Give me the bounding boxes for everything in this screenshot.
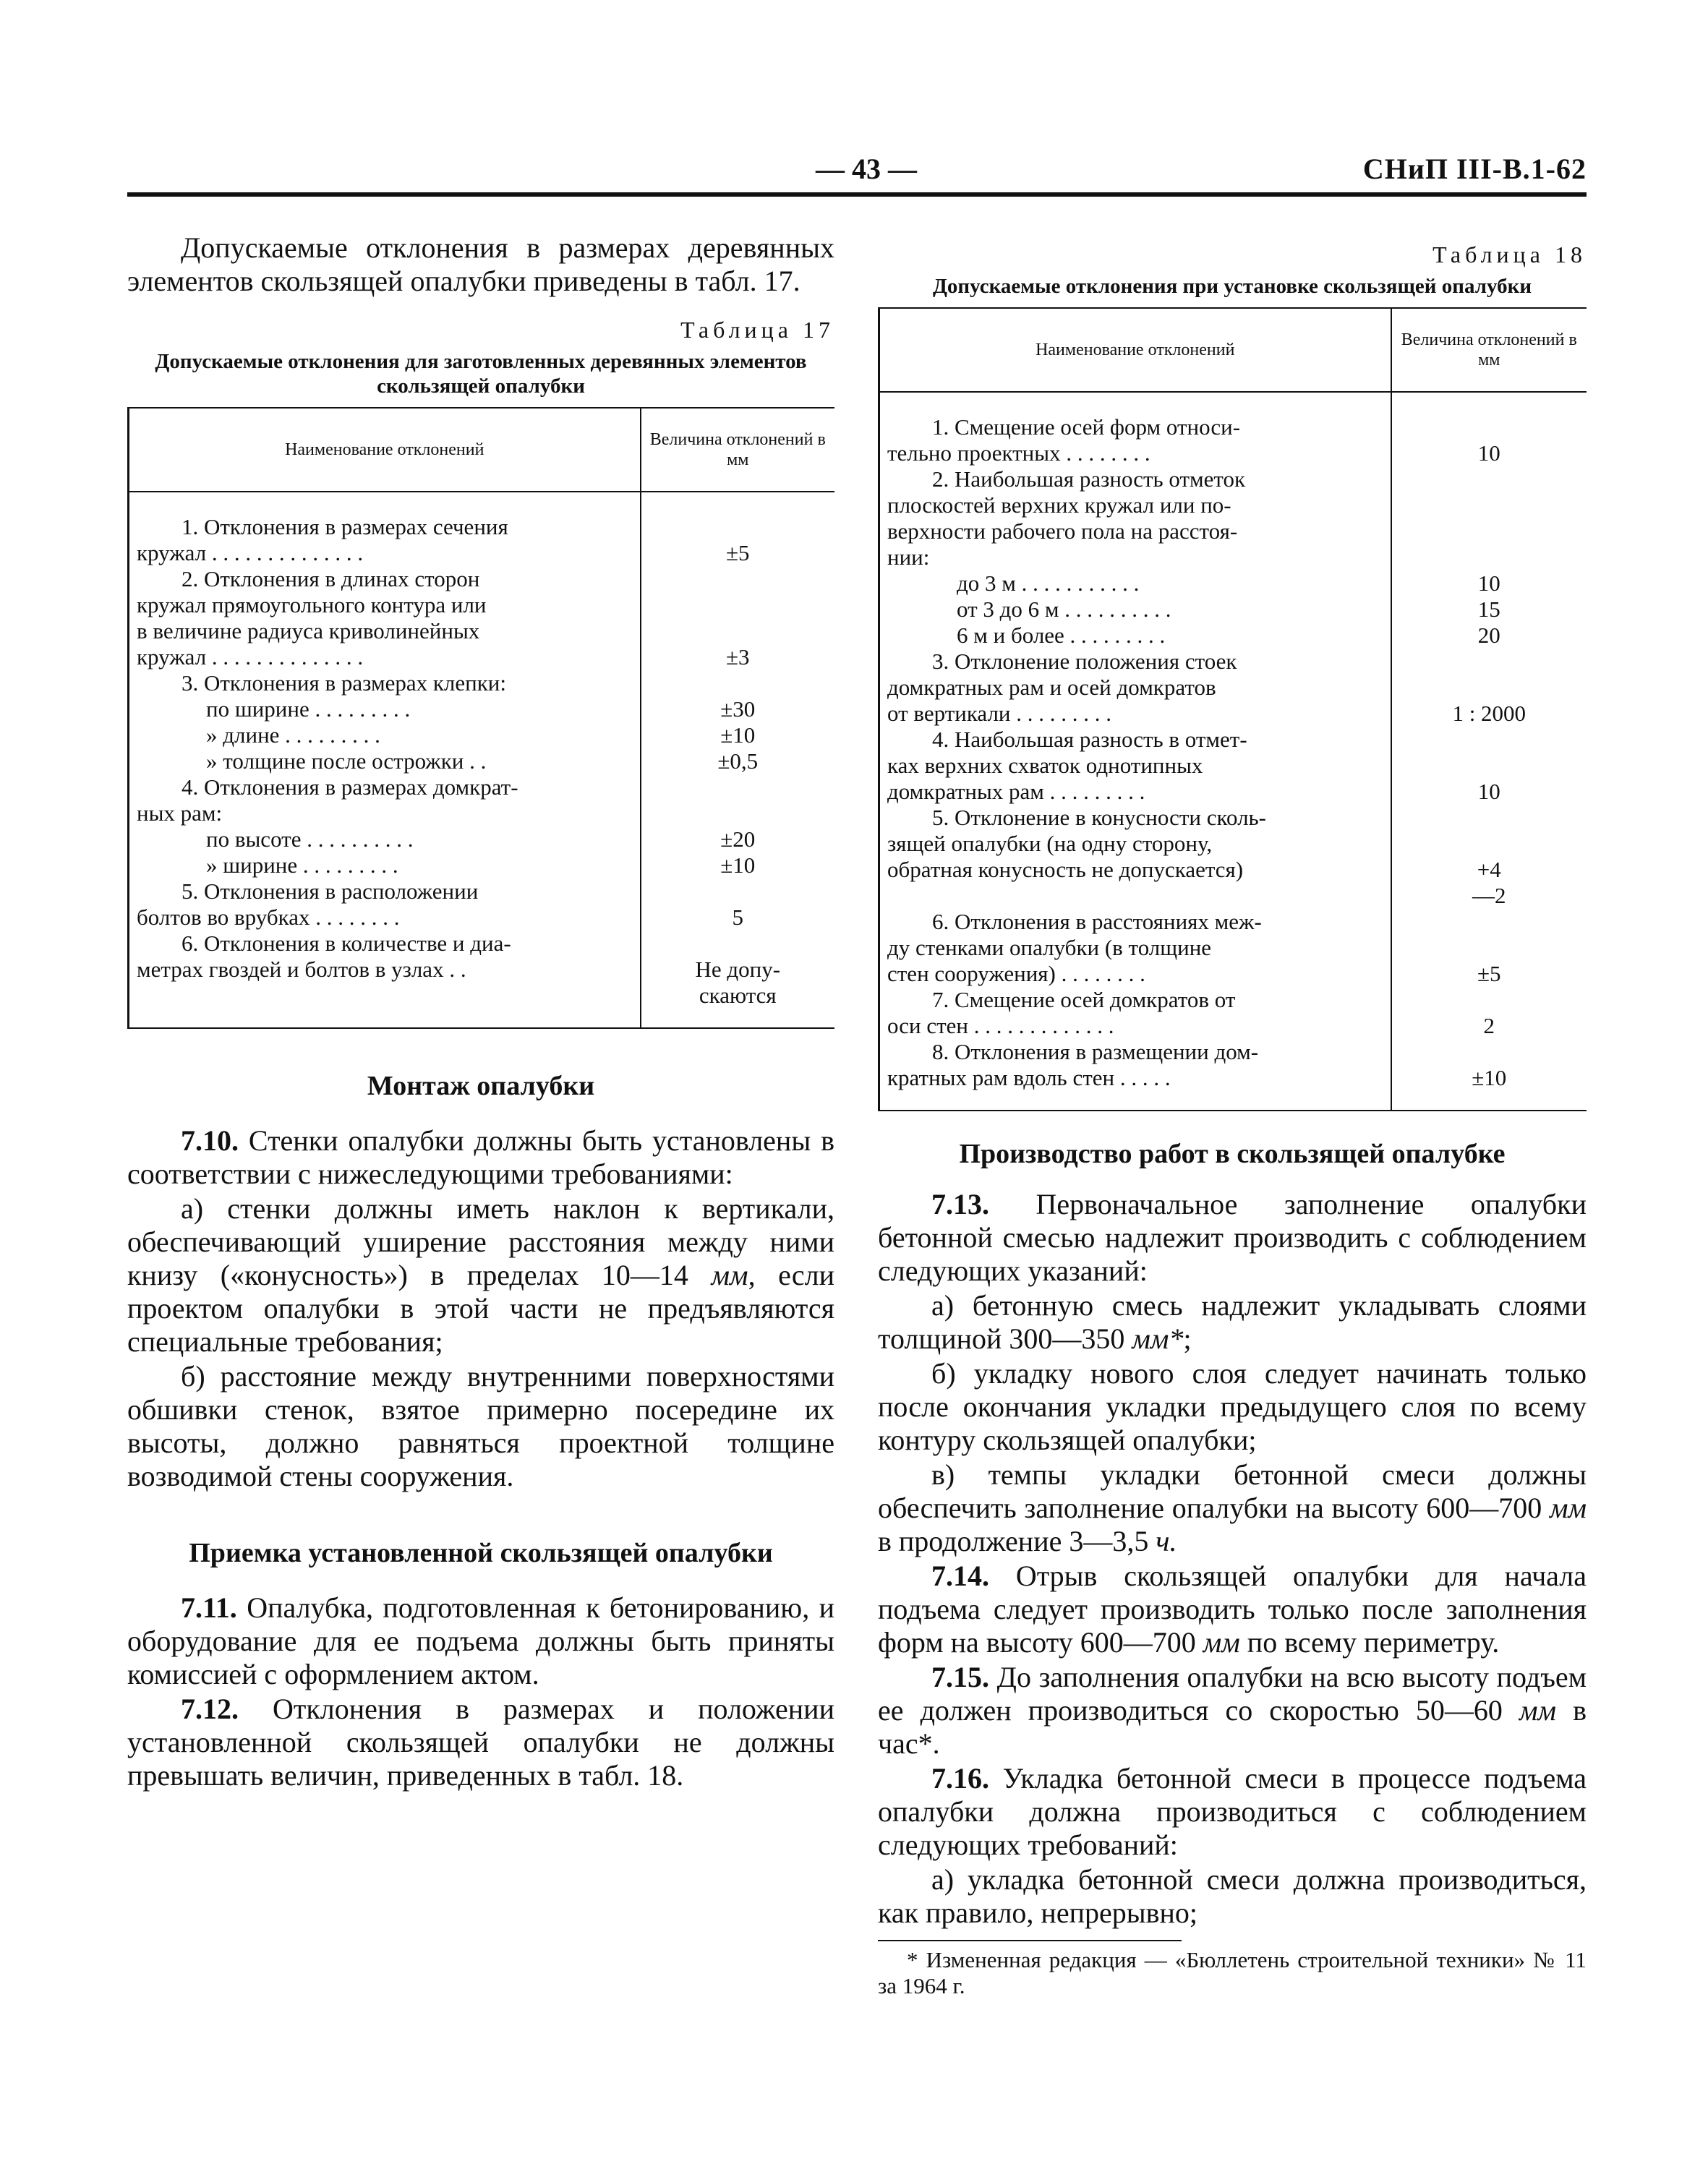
table18-row: 4. Наибольшая разность в отмет- ках верхних схваток однотипных домкратных рам . . . . . . . . . 10 bbox=[879, 727, 1587, 805]
paragraph-7-13-a: а) бетонную смесь надлежит укладывать слоями толщиной 300—350 мм*; bbox=[878, 1289, 1587, 1355]
paragraph-7-13-c: в) темпы укладки бетонной смеси должны обеспечить заполнение опалубки на высоту 600—700 мм в продолжение 3—3,5 ч. bbox=[878, 1458, 1587, 1557]
paragraph-7-10-a: а) стенки должны иметь наклон к вертикали, обеспечивающий уширение расстояния между ними книзу («конусность») в пределах 10—14 мм, если проектом опалубки в этой части не предъявляются специальные требования; bbox=[127, 1192, 835, 1358]
table18-row: 6. Отклонения в расстояниях меж- ду стенками опалубки (в толщине стен сооружения) . . . . . . . . ±5 bbox=[879, 909, 1587, 987]
paragraph-7-13-b: б) укладку нового слоя следует начинать только после окончания укладки предыдущего слоя по всему контуру скользящей опалубки; bbox=[878, 1357, 1587, 1456]
footnote-rule bbox=[878, 1940, 1182, 1941]
table17-row: » длине . . . . . . . . . ±10 bbox=[129, 722, 835, 748]
paragraph-7-16-a: а) укладка бетонной смеси должна производиться, как правило, непрерывно; bbox=[878, 1863, 1587, 1929]
table18-row: 2. Наибольшая разность отметок плоскостей верхних кружал или по- верхности рабочего пола на расстоя- нии: до 3 м . . . . . . . . . . . 10 bbox=[879, 466, 1587, 596]
table18-row: 1. Смещение осей форм относи- тельно проектных . . . . . . . . 10 bbox=[879, 414, 1587, 466]
footnote: * Измененная редакция — «Бюллетень строительной техники» № 11 за 1964 г. bbox=[878, 1947, 1587, 1998]
table17-row: 1. Отклонения в размерах сечения кружал . . . . . . . . . . . . . . ±5 bbox=[129, 514, 835, 566]
table17-row: 6. Отклонения в количестве и диа- метрах гвоздей и болтов в узлах . . Не допу- скаются bbox=[129, 931, 835, 1009]
table18-row: 5. Отклонение в конусности сколь- зящей опалубки (на одну сторону, обратная конусность не допускается) +4 —2 bbox=[879, 805, 1587, 909]
table17-caption: Таблица 17 bbox=[680, 317, 834, 343]
table18-header-value: Величина отклонений в мм bbox=[1391, 308, 1587, 392]
paragraph-7-11: 7.11. Опалубка, подготовленная к бетонированию, и оборудование для ее подъема должны быть приняты комиссией с оформлением актом. bbox=[127, 1591, 834, 1690]
table18-title: Допускаемые отклонения при установке скользящей опалубки bbox=[932, 275, 1532, 298]
table18-row: 6 м и более . . . . . . . . . 20 bbox=[879, 623, 1587, 649]
table17-title: Допускаемые отклонения для заготовленных деревянных элементов скользящей опалубки bbox=[155, 350, 807, 398]
table17-row: » толщине после острожки . . ±0,5 bbox=[129, 748, 835, 774]
table18-header-name: Наименование отклонений bbox=[879, 308, 1391, 392]
paragraph-7-13: 7.13. Первоначальное заполнение опалубки бетонной смесью надлежит производить с соблюдением следующих указаний: bbox=[878, 1188, 1587, 1287]
table17-header-name: Наименование отклонений bbox=[129, 408, 641, 492]
page-number: — 43 — bbox=[816, 153, 917, 185]
table18-row: 3. Отклонение положения стоек домкратных рам и осей домкратов от вертикали . . . . . . . . . 1 : 2000 bbox=[879, 649, 1587, 727]
paragraph-7-10-b: б) расстояние между внутренними поверхностями обшивки стенок, взятое примерно посередине их высоты, должно равняться проектной толщине возводимой стены сооружения. bbox=[127, 1360, 834, 1492]
section-heading-proizvodstvo: Производство работ в скользящей опалубке bbox=[959, 1139, 1506, 1169]
table17-row: 4. Отклонения в размерах домкрат- ных рам: по высоте . . . . . . . . . . ±20 bbox=[129, 774, 835, 852]
table18-row: 8. Отклонения в размещении дом- кратных рам вдоль стен . . . . . ±10 bbox=[879, 1039, 1587, 1091]
document-code: СНиП III-В.1-62 bbox=[1362, 153, 1587, 185]
paragraph-7-12: 7.12. Отклонения в размерах и положении установленной скользящей опалубки не должны превышать величин, приведенных в табл. 18. bbox=[127, 1693, 834, 1792]
table17-row: 2. Отклонения в длинах сторон кружал прямоугольного контура или в величине радиуса криволинейных кружал . . . . . . . . . . . . . . ±3 bbox=[129, 566, 835, 670]
table18-caption: Таблица 18 bbox=[1432, 241, 1587, 268]
section-heading-montazh: Монтаж опалубки bbox=[367, 1071, 595, 1101]
header-rule bbox=[127, 192, 1587, 197]
intro-paragraph: Допускаемые отклонения в размерах деревянных элементов скользящей опалубки приведены в табл. 17. bbox=[127, 231, 834, 297]
table17-header-value: Величина отклонений в мм bbox=[641, 408, 835, 492]
table17 bbox=[127, 407, 834, 1029]
table18 bbox=[878, 307, 1587, 1111]
paragraph-7-10: 7.10. Стенки опалубки должны быть установлены в соответствии с нижеследующими требованиями: bbox=[127, 1124, 835, 1190]
paragraph-7-16: 7.16. Укладка бетонной смеси в процессе подъема опалубки должна производиться с соблюдением следующих требований: bbox=[878, 1762, 1587, 1861]
right-column bbox=[878, 231, 1587, 1999]
paragraph-7-15: 7.15. До заполнения опалубки на всю высоту подъем ее должен производиться со скоростью 50—60 мм в час*. bbox=[878, 1661, 1587, 1760]
table17-row: 3. Отклонения в размерах клепки: по ширине . . . . . . . . . ±30 bbox=[129, 670, 835, 722]
table18-row: 7. Смещение осей домкратов от оси стен . . . . . . . . . . . . . 2 bbox=[879, 987, 1587, 1039]
table17-row: » ширине . . . . . . . . . ±10 bbox=[129, 852, 835, 878]
paragraph-7-14: 7.14. Отрыв скользящей опалубки для начала подъема следует производить только после заполнения форм на высоту 600—700 мм по всему периметру. bbox=[878, 1560, 1587, 1659]
left-column bbox=[127, 231, 834, 1794]
section-heading-priemka: Приемка установленной скользящей опалубки bbox=[189, 1538, 773, 1568]
table18-row: от 3 до 6 м . . . . . . . . . . 15 bbox=[879, 596, 1587, 623]
table17-row: 5. Отклонения в расположении болтов во врубках . . . . . . . . 5 bbox=[129, 878, 835, 931]
